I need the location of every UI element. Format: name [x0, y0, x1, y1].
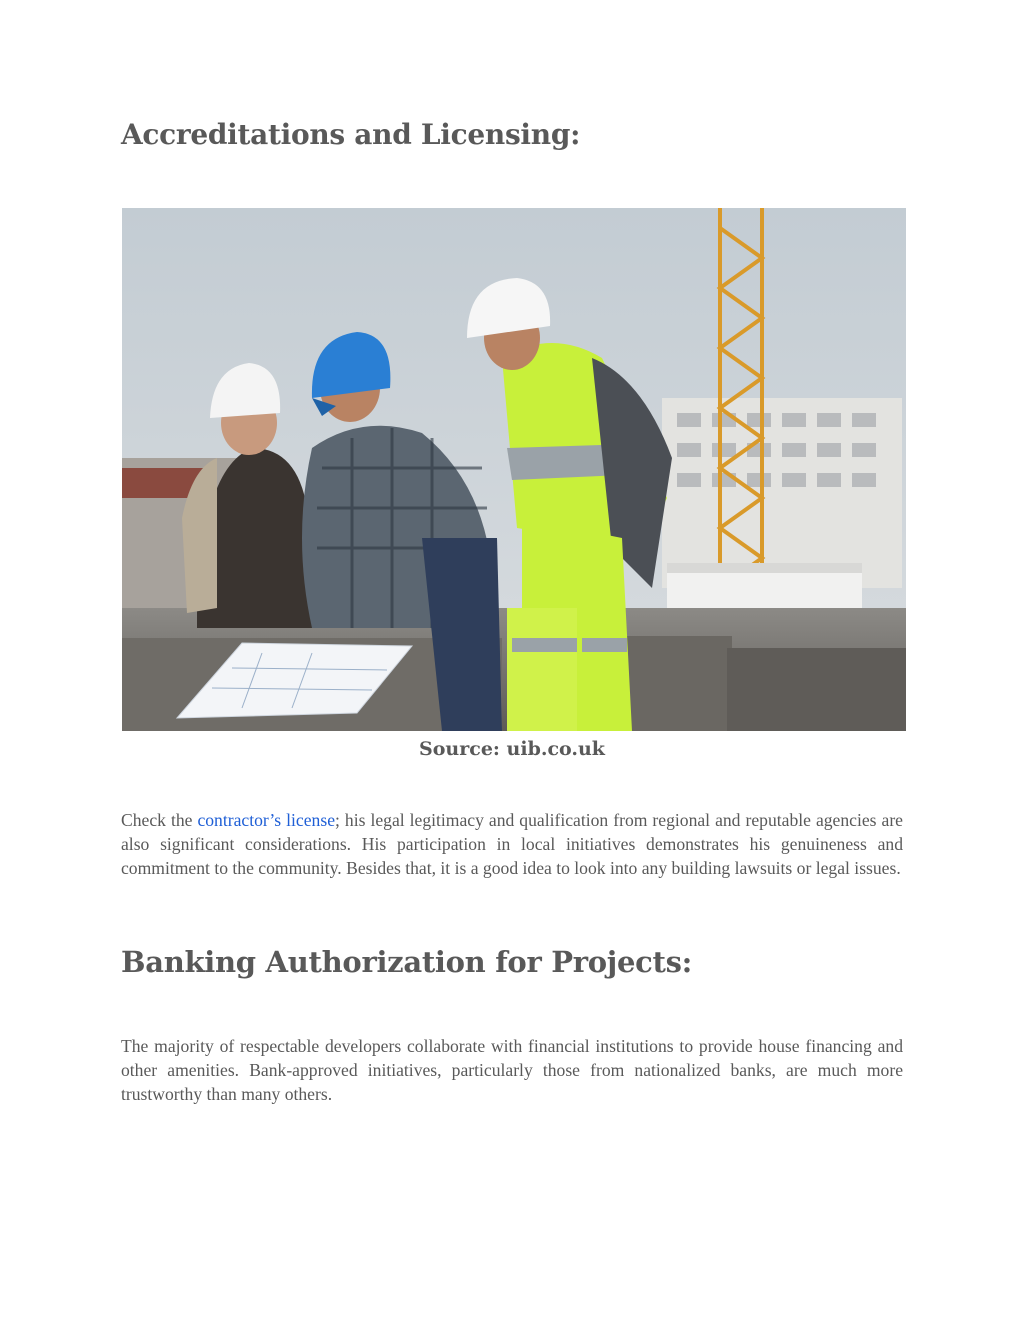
section-heading-accreditations: Accreditations and Licensing:	[121, 118, 581, 151]
contractor-license-link[interactable]: contractor’s license	[197, 810, 336, 830]
image-caption: Source: uib.co.uk	[419, 738, 605, 760]
paragraph-text-after-link: ; his legal legitimacy and qualification from regional and reputable agencies are also significant considerations. His participation in local initiatives demonstrates his genuineness and commitment to the community. Besides that, it is a good idea to look into any building lawsuits or legal issues.	[121, 810, 903, 878]
banking-paragraph: The majority of respectable developers collaborate with financial institutions to provide house financing and other amenities. Bank-approved initiatives, particularly those from nationalized banks, are much more trustworthy than many others.	[121, 1036, 903, 1104]
section-heading-banking: Banking Authorization for Projects:	[121, 945, 693, 979]
paragraph-text-before-link: Check the	[121, 810, 198, 830]
accreditations-paragraph	[121, 808, 903, 880]
construction-workers-photo	[122, 208, 906, 731]
